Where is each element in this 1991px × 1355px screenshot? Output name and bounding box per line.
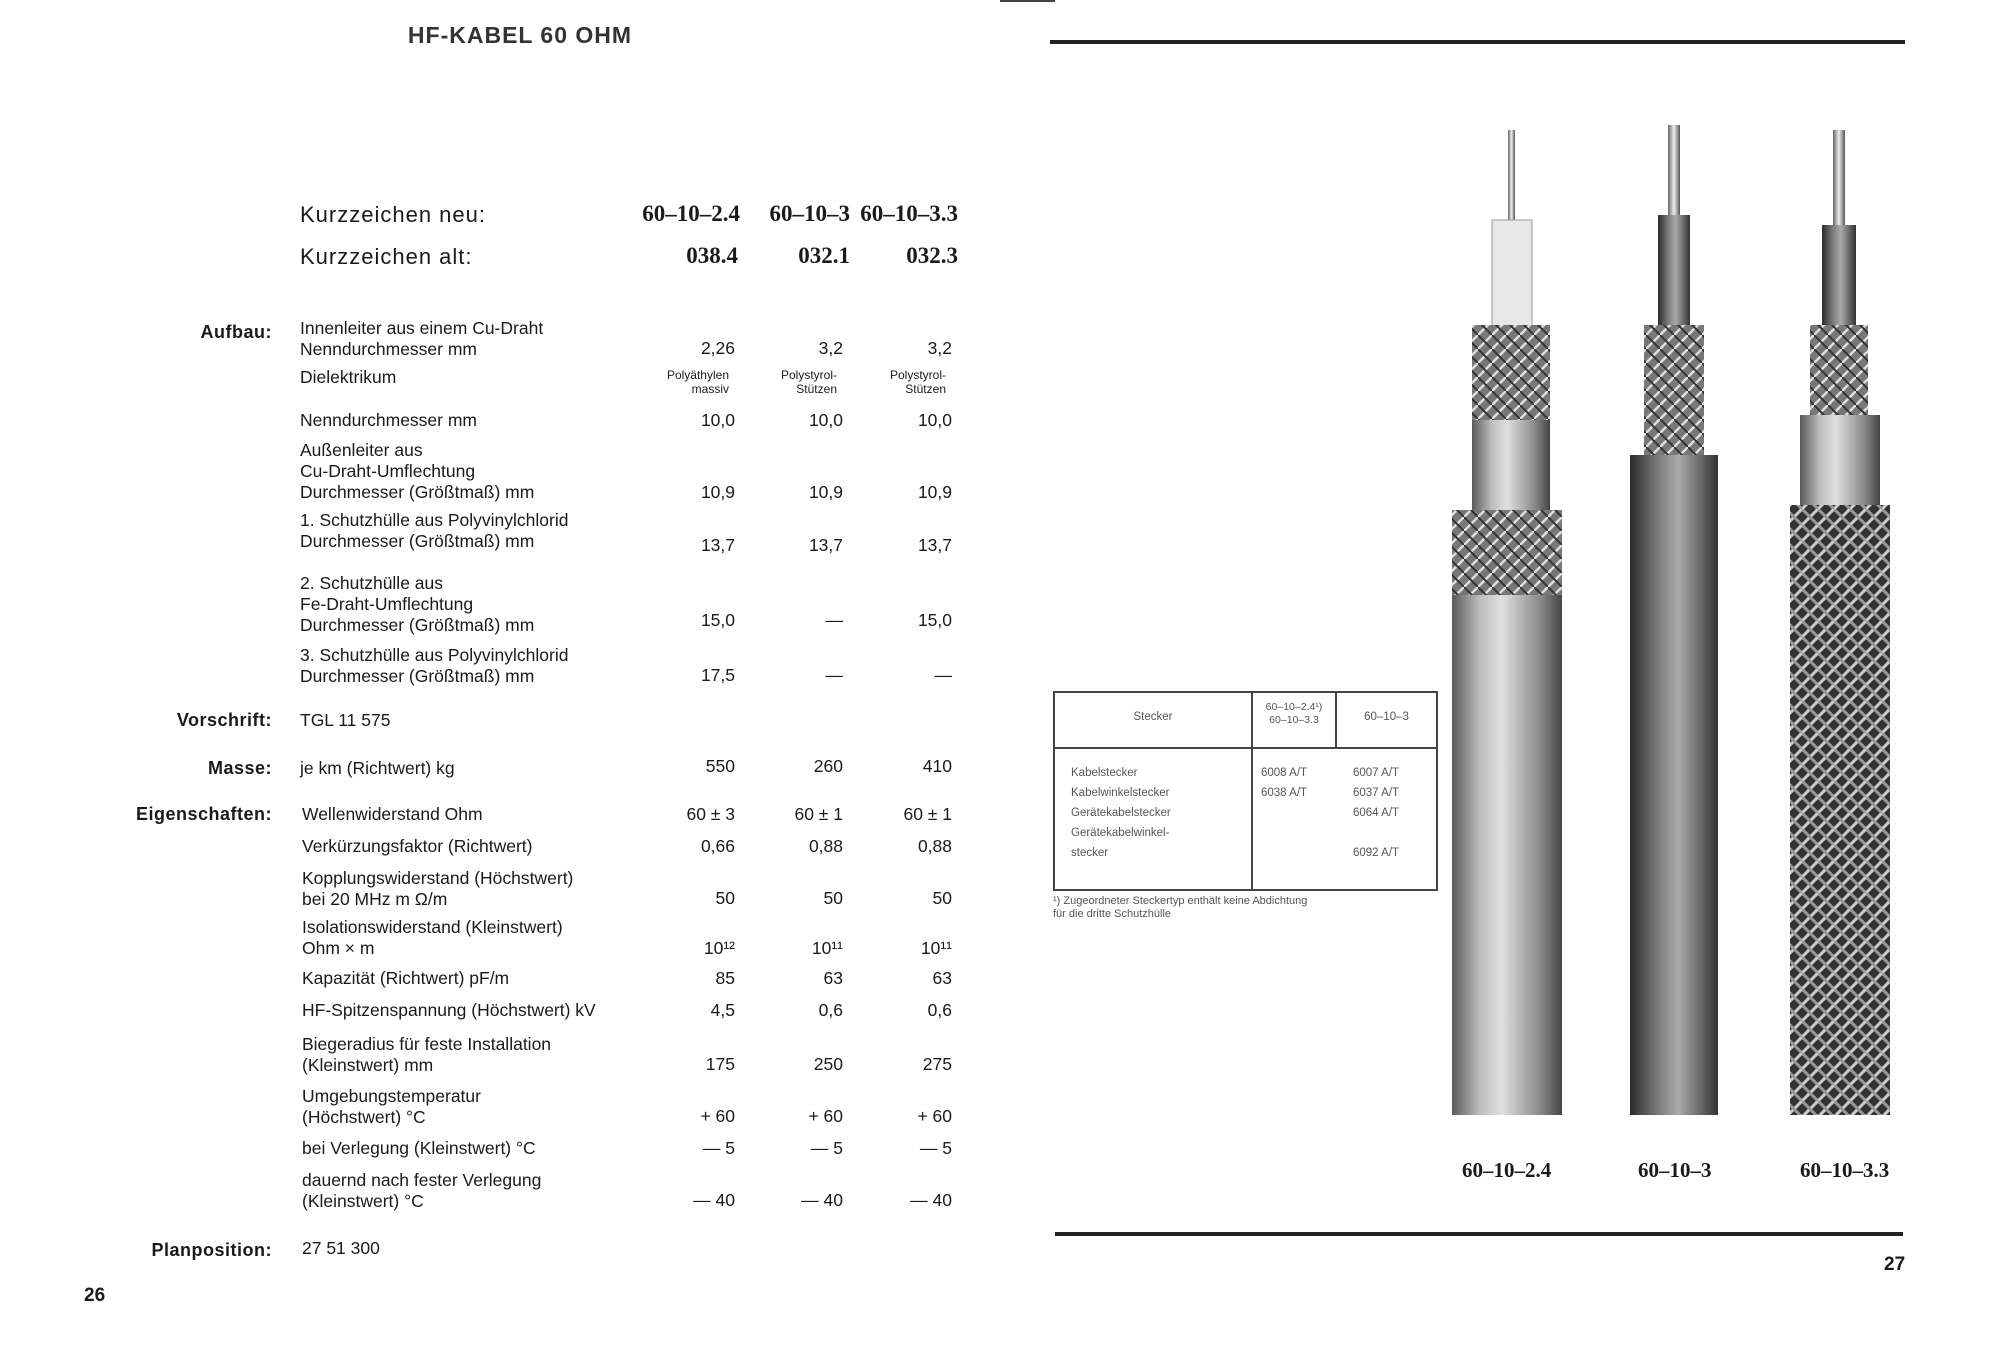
connector-cell: 6007 A/T — [1353, 767, 1400, 779]
row-value: — — [825, 610, 843, 630]
row-value: 10,0 — [808, 410, 843, 430]
row-value: — 40 — [801, 1190, 843, 1210]
section-planposition: Planposition: — [151, 1240, 272, 1260]
connector-cell: 6037 A/T — [1353, 787, 1400, 799]
row-value: 550 — [705, 756, 735, 776]
row-value: 410 — [922, 756, 952, 776]
row-value: — 40 — [910, 1190, 952, 1210]
page-number-left: 26 — [84, 1285, 106, 1306]
row-label: Wellenwiderstand Ohm — [302, 804, 483, 824]
row-value: 3,2 — [927, 338, 952, 358]
row-value: 50 — [823, 888, 843, 908]
divider — [1050, 40, 1905, 44]
row-label: 27 51 300 — [302, 1238, 380, 1258]
section-vorschrift: Vorschrift: — [176, 710, 272, 730]
connector-header-col2: 60–10–3 — [1364, 711, 1409, 723]
connector-header-stecker: Stecker — [1133, 711, 1173, 723]
row-label: dauernd nach fester Verlegung (Kleinstwert) °C — [302, 1170, 542, 1211]
row-value: 85 — [715, 968, 735, 988]
code-new-1: 60–10–2.4 — [642, 201, 740, 226]
row-value: 63 — [932, 968, 952, 988]
row-value: 60 ± 1 — [794, 804, 843, 824]
row-value: + 60 — [808, 1106, 843, 1126]
row-label: Verkürzungsfaktor (Richtwert) — [302, 836, 533, 856]
row-value: 250 — [813, 1054, 843, 1074]
row-value: + 60 — [700, 1106, 735, 1126]
row-value: 0,88 — [808, 836, 843, 856]
row-label: Umgebungstemperatur (Höchstwert) °C — [302, 1086, 481, 1127]
connector-header-col1: 60–10–2.4¹) 60–10–3.3 — [1265, 701, 1323, 726]
row-value: 50 — [715, 888, 735, 908]
connector-cell: 6008 A/T — [1261, 767, 1308, 779]
dielectric-note: Polystyrol- Stützen — [889, 368, 946, 396]
connector-cell: Kabelwinkelstecker — [1071, 787, 1170, 799]
connector-cell: Gerätekabelwinkel- stecker — [1071, 827, 1170, 859]
code-old-3: 032.3 — [906, 243, 958, 268]
row-label: Dielektrikum — [300, 367, 397, 387]
row-value: 50 — [932, 888, 952, 908]
section-eigenschaften: Eigenschaften: — [135, 804, 272, 824]
row-value: 10,9 — [808, 482, 843, 502]
connector-cell: 6064 A/T — [1353, 807, 1400, 819]
connector-footnote: ¹) Zugeordneter Steckertyp enthält keine Abdichtung für die dritte Schutzhülle — [1053, 895, 1308, 920]
row-value: 10¹² — [703, 938, 735, 958]
row-value: — 40 — [693, 1190, 735, 1210]
row-value: 0,6 — [927, 1000, 952, 1020]
code-old-2: 032.1 — [798, 243, 850, 268]
row-label: 1. Schutzhülle aus Polyvinylchlorid Durchmesser (Größtmaß) mm — [300, 510, 569, 551]
row-label: 2. Schutzhülle aus Fe-Draht-Umflechtung Durchmesser (Größtmaß) mm — [300, 573, 535, 635]
row-label: Innenleiter aus einem Cu-Draht Nenndurchmesser mm — [300, 318, 544, 359]
row-value: 15,0 — [700, 610, 735, 630]
row-label: Isolationswiderstand (Kleinstwert) Ohm × m — [302, 917, 563, 958]
row-label: TGL 11 575 — [300, 710, 391, 730]
row-value: 60 ± 1 — [903, 804, 952, 824]
connector-table — [1053, 691, 1438, 891]
page-title: HF-KABEL 60 OHM — [407, 22, 633, 48]
connector-cell: Kabelstecker — [1071, 767, 1138, 779]
row-value: 4,5 — [710, 1000, 735, 1020]
row-value: 60 ± 3 — [686, 804, 735, 824]
code-old-1: 038.4 — [686, 243, 738, 268]
row-value: 10,0 — [700, 410, 735, 430]
row-value: 10,9 — [700, 482, 735, 502]
row-label: bei Verlegung (Kleinstwert) °C — [302, 1138, 536, 1158]
row-value: 175 — [705, 1054, 735, 1074]
row-value: 0,88 — [917, 836, 952, 856]
row-label: Nenndurchmesser mm — [300, 410, 477, 430]
row-value: — — [934, 665, 952, 685]
page-number-right: 27 — [1884, 1254, 1906, 1275]
cable-label-2: 60–10–3 — [1638, 1158, 1712, 1182]
row-label: Kapazität (Richtwert) pF/m — [302, 968, 510, 988]
row-value: 13,7 — [917, 535, 952, 555]
row-value: 13,7 — [808, 535, 843, 555]
row-value: 260 — [813, 756, 843, 776]
connector-cell: 6092 A/T — [1353, 847, 1400, 859]
row-value: 15,0 — [917, 610, 952, 630]
row-value: — 5 — [810, 1138, 843, 1158]
row-value: — 5 — [919, 1138, 952, 1158]
cable-60-10-3 — [1630, 125, 1718, 1115]
cable-60-10-2.4 — [1452, 130, 1562, 1115]
cable-label-1: 60–10–2.4 — [1462, 1158, 1552, 1182]
section-aufbau: Aufbau: — [200, 322, 272, 342]
cable-label-3: 60–10–3.3 — [1800, 1158, 1890, 1182]
row-value: 10¹¹ — [811, 938, 843, 958]
dielectric-note: Polyäthylen massiv — [666, 368, 729, 396]
row-label: Biegeradius für feste Installation (Kleinstwert) mm — [302, 1034, 552, 1075]
connector-cell: Gerätekabelstecker — [1071, 807, 1171, 819]
row-value: 0,6 — [818, 1000, 843, 1020]
row-value: — 5 — [702, 1138, 735, 1158]
row-value: 3,2 — [818, 338, 843, 358]
cable-photo — [1450, 125, 1930, 1170]
connector-cell: 6038 A/T — [1261, 787, 1308, 799]
divider — [1000, 0, 1055, 2]
dielectric-note: Polystyrol- Stützen — [780, 368, 837, 396]
row-value: 10,9 — [917, 482, 952, 502]
row-label: je km (Richtwert) kg — [300, 758, 455, 778]
row-value: 275 — [922, 1054, 952, 1074]
row-value: 2,26 — [700, 338, 735, 358]
row-value: 0,66 — [700, 836, 735, 856]
old-code-label: Kurzzeichen alt: — [300, 244, 473, 269]
divider — [1055, 1232, 1903, 1236]
row-label: 3. Schutzhülle aus Polyvinylchlorid Durchmesser (Größtmaß) mm — [300, 645, 569, 686]
row-value: 10¹¹ — [920, 938, 952, 958]
cable-60-10-3.3 — [1790, 130, 1890, 1115]
new-code-label: Kurzzeichen neu: — [300, 202, 486, 227]
code-new-3: 60–10–3.3 — [860, 201, 958, 226]
row-label: Außenleiter aus Cu-Draht-Umflechtung Durchmesser (Größtmaß) mm — [300, 440, 535, 502]
row-value: 17,5 — [700, 665, 735, 685]
row-value: 10,0 — [917, 410, 952, 430]
section-masse: Masse: — [207, 758, 272, 778]
row-value: — — [825, 665, 843, 685]
row-label: HF-Spitzenspannung (Höchstwert) kV — [302, 1000, 596, 1020]
row-label: Kopplungswiderstand (Höchstwert) bei 20 MHz m Ω/m — [302, 868, 574, 909]
row-value: 13,7 — [700, 535, 735, 555]
row-value: 63 — [823, 968, 843, 988]
code-new-2: 60–10–3 — [769, 201, 850, 226]
row-value: + 60 — [917, 1106, 952, 1126]
